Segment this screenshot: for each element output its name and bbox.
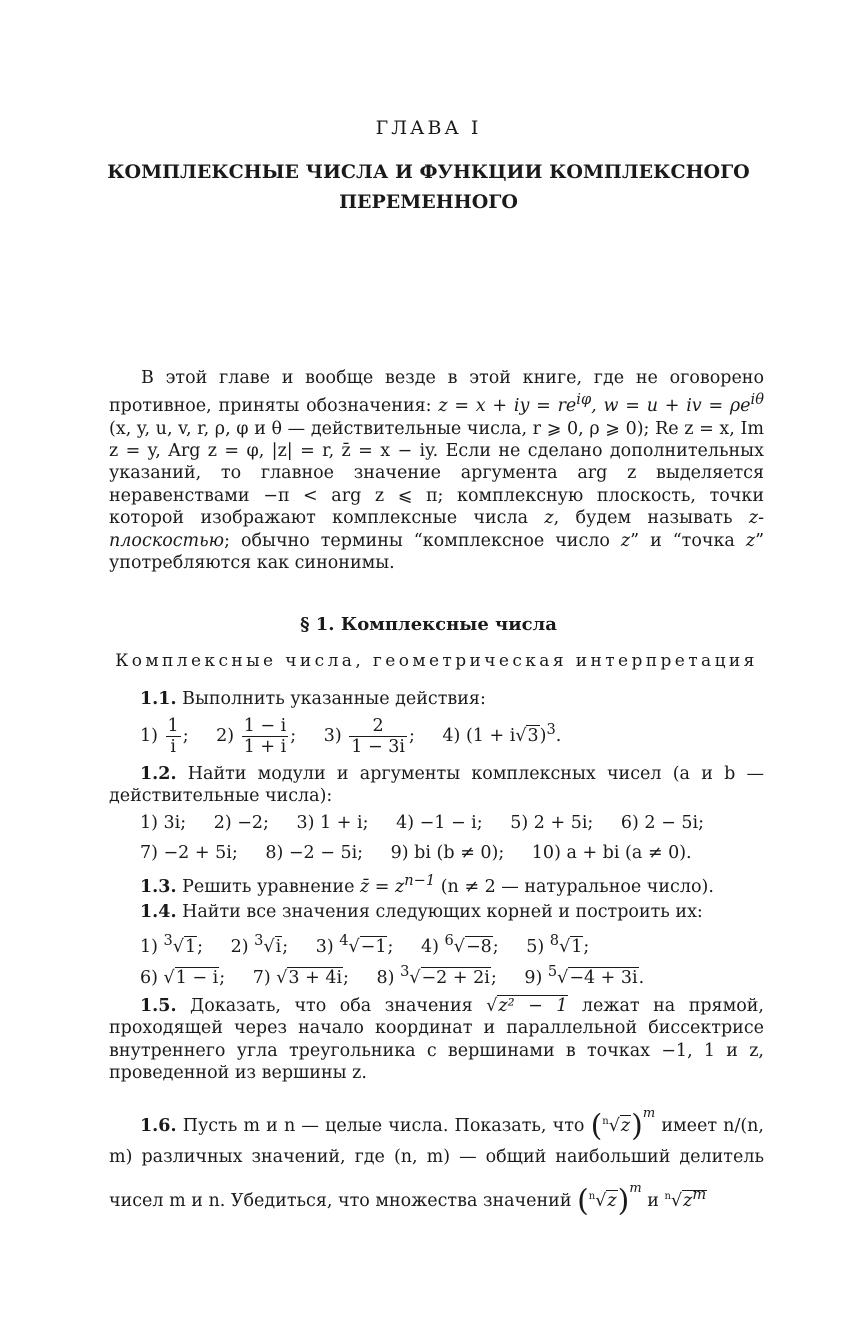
radicand: −2 + 2i xyxy=(421,967,490,988)
exponent: n−1 xyxy=(404,872,436,889)
numerator: 1 − i xyxy=(243,716,287,736)
expr: ) xyxy=(539,726,547,746)
problem-number: 1.5. xyxy=(140,996,177,1016)
section-title: § 1. Комплексные числа xyxy=(300,614,557,635)
item: 9) bi (b ≠ 0); xyxy=(390,843,505,863)
problem-1-3 xyxy=(109,870,764,898)
item: 6) √1 − i; xyxy=(140,967,226,988)
formula-w-exp: iθ xyxy=(750,391,764,409)
formula-var: z xyxy=(544,508,554,529)
item: 5) 2 + 5i; xyxy=(510,813,594,833)
root-index: 5 xyxy=(547,963,558,980)
item-label: 4) xyxy=(420,936,439,957)
item: 8) $^3$√−2 + 2i; xyxy=(376,963,497,988)
problem-number: 1.3. xyxy=(140,876,177,897)
item: 2) −2; xyxy=(213,813,269,833)
radicand: z² − 1 xyxy=(498,996,568,1016)
item-label: 4) xyxy=(442,726,461,746)
item-label: 9) xyxy=(524,967,543,988)
item-end: ; xyxy=(583,936,590,957)
root-index: n xyxy=(664,1191,671,1203)
radicand: −1 xyxy=(360,936,387,957)
item-end: . xyxy=(638,967,645,988)
problem-number: 1.2. xyxy=(140,764,177,784)
item-end: ; xyxy=(219,967,226,988)
root-index: 6 xyxy=(444,932,454,949)
formula: z̄ = z xyxy=(360,876,405,897)
problem-number: 1.1. xyxy=(140,689,177,709)
item xyxy=(140,716,189,757)
item: 4) $(1 + i√3)^3$. xyxy=(442,721,562,746)
fraction xyxy=(166,716,181,757)
item: 8) −2 − 5i; xyxy=(265,843,364,863)
intro-text: выделяется неравенствами xyxy=(109,463,764,506)
denominator: 1 + i xyxy=(243,737,287,757)
problem-text: имеет n/(n, m) различных значений, где (n, m) — общий наибольший делитель чисел m и n. Убедиться, что множества значений xyxy=(109,1116,764,1211)
item xyxy=(216,716,296,757)
fraction xyxy=(349,716,407,757)
problem-1-1-items xyxy=(140,716,764,757)
formula-z: z = x + iy = re xyxy=(438,396,577,417)
item-label: 5) xyxy=(526,936,545,957)
problem-text: лежат на прямой, проходящей через начало координат и параллельной биссектрисе внутреннего угла треугольника с вершинами в точках −1, 1 и z, проведенной из вершины z. xyxy=(109,996,764,1084)
item-label: 6) xyxy=(140,967,158,988)
item-end: ; xyxy=(197,936,204,957)
problem-text: Найти модули и аргументы комплексных чисел (a и b — действительные числа): xyxy=(109,764,764,807)
item-end: ; xyxy=(490,967,497,988)
problem-1-1 xyxy=(109,688,764,710)
item-label: 2) xyxy=(230,936,249,957)
formula-arg: arg z xyxy=(577,463,637,484)
item: 1) $^3$√1; xyxy=(140,932,204,957)
denominator: i xyxy=(170,737,176,757)
intro-paragraph xyxy=(109,367,764,574)
intro-text: ” и “точка xyxy=(630,530,746,551)
problem-1-4-row1 xyxy=(140,932,764,957)
item: 4) −1 − i; xyxy=(396,813,483,833)
intro-text: Если не сделано дополнительных указаний, то главное значение аргумента xyxy=(109,441,764,484)
item-label: 2) xyxy=(216,726,235,746)
radicand: 3 + 4i xyxy=(288,967,343,988)
item: 6) 2 − 5i; xyxy=(620,813,704,833)
formula-var: z xyxy=(745,530,756,551)
intro-text: , будем называть xyxy=(553,508,749,529)
item: 1) 3i; xyxy=(140,813,187,833)
formula-w: , w = u + iv = ρe xyxy=(591,396,751,417)
problem-1-5: 1.5. Доказать, что оба значения √z² − 1 лежат на прямой, проходящей через начало координат и параллельной биссектрисе внутреннего угла треугольника с вершинами в точках −1, 1 и z, проведенной из вершины z. xyxy=(109,996,764,1084)
item: 10) a + bi (a ≠ 0). xyxy=(531,843,692,863)
paren-close: ) xyxy=(631,1108,643,1144)
radicand: z xyxy=(607,1191,617,1211)
intro-text: ” употребляются как синонимы. xyxy=(109,530,765,574)
item-end: ; xyxy=(282,936,289,957)
item: 4) $^6$√−8; xyxy=(420,932,499,957)
item: 2) $^3$√i; xyxy=(230,932,289,957)
formula-z-exp: iφ xyxy=(576,391,592,409)
problem-text: Пусть m и n — целые числа. Показать, что xyxy=(176,1116,591,1136)
problem-text: и xyxy=(641,1191,665,1211)
problem-text: Доказать, что оба значения xyxy=(176,996,487,1016)
paren-open: ( xyxy=(590,1108,603,1144)
item-label: 3) xyxy=(323,726,342,746)
expr: (1 + i xyxy=(465,726,516,746)
problem-1-6: 1.6. Пусть m и n — целые числа. Показать, что $(^n√z)^m$ имеет n/(n, m) различных значений, где (n, m) — общий наибольший делитель чисел m и n. Убедиться, что множества значений $(^n√z)^m$ и $^n√z^m$ xyxy=(109,1106,764,1219)
item-end: ; xyxy=(408,726,415,746)
item-label: 1) xyxy=(140,936,158,957)
radicand: z xyxy=(620,1116,631,1136)
radicand: z xyxy=(683,1191,693,1211)
term-z-plane: z-плоскостью xyxy=(109,508,764,551)
item-end: . xyxy=(555,726,562,746)
item-label: 7) xyxy=(252,967,271,988)
intro-notation: (x, y, u, v, r, ρ, φ и θ — действительные числа, r ⩾ 0, ρ ⩾ 0); Re z = x, Im z = y, Arg z = φ, |z| = r, z̄ = x − iy. xyxy=(109,418,764,462)
problem-1-4-row2 xyxy=(140,963,764,988)
item: 5) $^8$√1; xyxy=(526,932,590,957)
radicand: 3 xyxy=(527,726,539,746)
item-end: ; xyxy=(182,726,189,746)
problem-1-2-row1 xyxy=(140,813,764,833)
item: 7) √3 + 4i; xyxy=(252,967,349,988)
problem-1-2-row2 xyxy=(140,843,764,863)
item-label: 8) xyxy=(376,967,395,988)
item-end: ; xyxy=(492,936,499,957)
paren-open: ( xyxy=(577,1183,589,1219)
root-index: n xyxy=(588,1191,596,1203)
problem-text: (n ≠ 2 — натуральное число). xyxy=(435,876,714,897)
item-end: ; xyxy=(387,936,394,957)
radicand: −8 xyxy=(465,936,492,957)
intro-text: В этой главе и вообще везде в этой книге, где не оговорено противное, приняты обозначения: xyxy=(109,368,764,417)
item: 3) 1 + i; xyxy=(296,813,369,833)
item-label: 1) xyxy=(140,726,158,746)
item-end: ; xyxy=(343,967,349,988)
root-index: 8 xyxy=(549,932,560,949)
denominator: 1 − 3i xyxy=(351,737,405,757)
radicand: 1 xyxy=(184,936,197,957)
root-index: n xyxy=(602,1116,609,1128)
intro-text: ; обычно термины “комплексное число xyxy=(224,530,621,551)
root-index: 3 xyxy=(400,963,410,980)
item-label: 3) xyxy=(315,936,334,957)
item-end: ; xyxy=(290,726,297,746)
problem-number: 1.4. xyxy=(140,902,177,922)
radicand: 1 − i xyxy=(175,967,219,988)
radicand: i xyxy=(275,936,282,957)
root-index: 3 xyxy=(254,932,264,949)
formula-var: z xyxy=(620,530,631,551)
chapter-title: КОМПЛЕКСНЫЕ ЧИСЛА И ФУНКЦИИ КОМПЛЕКСНОГО ПЕРЕМЕННОГО xyxy=(107,161,750,213)
problem-text: Решить уравнение xyxy=(176,876,360,897)
numerator: 2 xyxy=(349,716,407,737)
exponent: m xyxy=(692,1186,707,1204)
paren-close: ) xyxy=(617,1183,630,1219)
fraction xyxy=(242,716,289,757)
numerator: 1 xyxy=(167,716,179,736)
exponent: m xyxy=(642,1106,656,1121)
radicand: −4 + 3i xyxy=(569,967,638,988)
formula-inequality: −π < arg z ⩽ π xyxy=(263,485,438,506)
intro-text: ; комплексную плоскость, точки которой изображают комплексные числа xyxy=(109,485,765,529)
exponent: m xyxy=(629,1181,642,1196)
item: 9) $^5$√−4 + 3i. xyxy=(524,963,645,988)
problem-text: Выполнить указанные действия: xyxy=(176,689,486,709)
problem-1-4 xyxy=(109,901,764,923)
root-index: 4 xyxy=(339,932,349,949)
item xyxy=(324,716,415,757)
problem-text: Найти все значения следующих корней и построить их: xyxy=(176,902,703,922)
item: 3) $^4$√−1; xyxy=(315,932,394,957)
exponent: 3 xyxy=(546,721,556,739)
chapter-label: ГЛАВА I xyxy=(375,117,482,139)
radicand: 1 xyxy=(571,936,583,957)
root-index: 3 xyxy=(163,932,173,949)
problem-1-2 xyxy=(109,763,764,808)
problem-number: 1.6. xyxy=(140,1116,177,1136)
item: 7) −2 + 5i; xyxy=(140,843,238,863)
subsection-title: Комплексные числа, геометрическая интерпретация xyxy=(115,651,758,671)
